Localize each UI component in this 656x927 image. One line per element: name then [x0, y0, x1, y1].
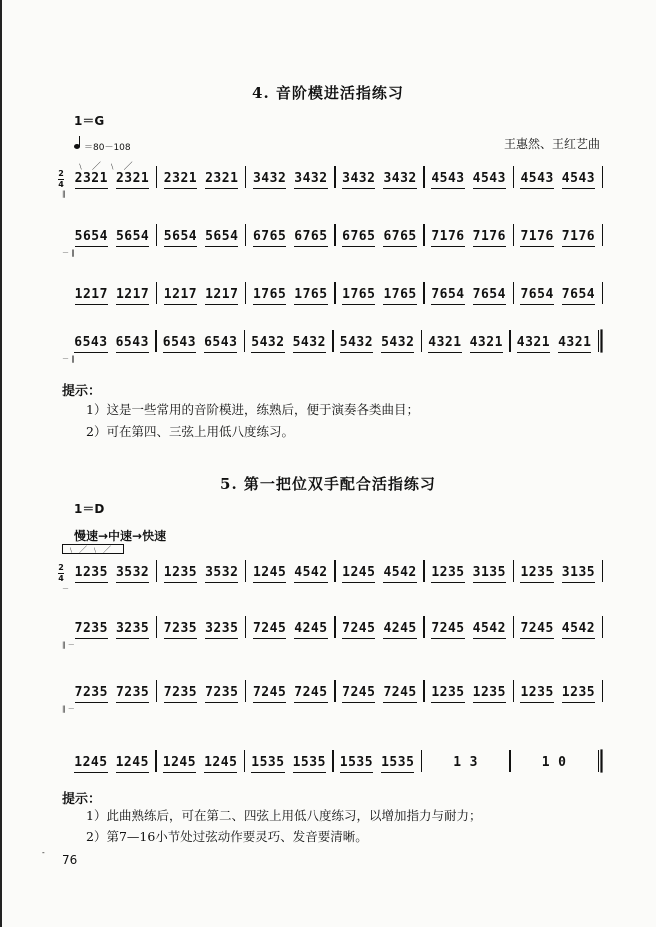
note-group: 6543: [163, 336, 196, 353]
page-edge: [0, 0, 2, 927]
note-group: 7176: [473, 230, 506, 247]
measure: [334, 326, 421, 370]
measure: [246, 220, 334, 264]
note-group: 3235: [116, 622, 149, 639]
measure: [422, 326, 509, 370]
measure: [511, 746, 598, 790]
measure: [157, 278, 245, 322]
section4-tip-1: 1）这是一些常用的音阶模进，练熟后，便于演奏各类曲目；: [86, 402, 419, 417]
measure-group: [68, 326, 603, 370]
note-group: 1535: [340, 756, 373, 773]
note-group: 1765: [383, 288, 416, 305]
note-group: 1217: [205, 288, 238, 305]
time-signature-bottom: 4: [58, 180, 64, 189]
note-group: 3432: [253, 172, 286, 189]
measure: [514, 162, 602, 206]
section5-key: 1＝D: [74, 502, 105, 516]
note-group: 4321: [558, 336, 591, 353]
measure: [514, 676, 602, 720]
note-group: 1765: [294, 288, 327, 305]
time-signature-top: 2: [58, 563, 64, 572]
note-group: 5432: [293, 336, 326, 353]
note-group: 0: [558, 755, 567, 770]
note-group: 6543: [116, 336, 149, 353]
measure: [425, 162, 513, 206]
note-group: 6543: [204, 336, 237, 353]
measure: [245, 746, 332, 790]
measure: [336, 612, 424, 656]
measure: [336, 220, 424, 264]
note-group: 1217: [116, 288, 149, 305]
bar-line: [602, 680, 603, 702]
note-group: 4543: [520, 172, 553, 189]
measure: [157, 162, 245, 206]
measure: [514, 220, 602, 264]
measure: [68, 612, 156, 656]
note-group: 5654: [164, 230, 197, 247]
measure: [246, 676, 334, 720]
note-group: 4245: [383, 622, 416, 639]
note-group: 4543: [431, 172, 464, 189]
note-group: 1245: [342, 566, 375, 583]
section5-bowing-box: ﹨／﹨／: [62, 544, 124, 554]
staff-row: [58, 162, 603, 206]
measure: [336, 162, 424, 206]
section5-tip-2: 2）第7—16小节处过弦动作要灵巧、发音要清晰。: [86, 829, 368, 844]
note-group: 3532: [205, 566, 238, 583]
bar-line: [602, 560, 603, 582]
string-marks: ‖ －: [62, 641, 75, 649]
section5-title: 5. 第一把位双手配合活指练习: [220, 475, 436, 493]
note-group: 4542: [473, 622, 506, 639]
note-group: 7235: [116, 686, 149, 703]
time-signature-top: 2: [58, 169, 64, 178]
measure: [68, 326, 155, 370]
staff-row: [58, 278, 603, 322]
note-group: 4543: [473, 172, 506, 189]
note-group: 7245: [520, 622, 553, 639]
section4-tempo: [74, 140, 131, 153]
note-group: 1235: [562, 686, 595, 703]
note-group: 4321: [517, 336, 550, 353]
measure: [425, 556, 513, 600]
measure: [68, 556, 156, 600]
note-group: 6543: [74, 336, 107, 353]
note-group: 7245: [431, 622, 464, 639]
note-group: 1235: [431, 566, 464, 583]
note-group: 7654: [431, 288, 464, 305]
note-group: 3235: [205, 622, 238, 639]
note-group: 4542: [383, 566, 416, 583]
note-group: 1235: [520, 686, 553, 703]
section5-tip-1: 1）此曲熟练后，可在第二、四弦上用低八度练习，以增加指力与耐力；: [86, 808, 482, 823]
note-group: 6765: [294, 230, 327, 247]
section4-key: 1＝G: [74, 114, 105, 128]
section4-tempo-value: ＝80－108: [84, 143, 131, 153]
note-group: 7245: [342, 686, 375, 703]
measure: [157, 326, 244, 370]
measure: [68, 676, 156, 720]
note-group: 3: [469, 755, 478, 770]
staff-row: [58, 676, 603, 720]
bar-line: [598, 750, 599, 772]
note-group: 1245: [116, 756, 149, 773]
measure: [157, 556, 245, 600]
note-group: 7235: [75, 686, 108, 703]
string-marks: －: [62, 585, 69, 593]
note-group: 7235: [205, 686, 238, 703]
note-group: 1245: [253, 566, 286, 583]
note-group: 7235: [75, 622, 108, 639]
time-signature: [58, 564, 64, 583]
measure: [425, 612, 513, 656]
measure: [157, 220, 245, 264]
measure: [514, 612, 602, 656]
note-group: 7245: [253, 686, 286, 703]
note-group: 7176: [562, 230, 595, 247]
string-marks: － ‖: [62, 355, 75, 363]
note-group: 3432: [342, 172, 375, 189]
note-group: 7245: [342, 622, 375, 639]
note-group: 6765: [383, 230, 416, 247]
note-group: 6765: [253, 230, 286, 247]
measure: [246, 612, 334, 656]
section5-speed: 慢速→中速→快速: [74, 529, 167, 543]
string-marks: － ‖: [62, 249, 75, 257]
note-group: 7245: [383, 686, 416, 703]
section5-tips-heading: 提示：: [62, 792, 102, 807]
measure: [246, 162, 334, 206]
section4-composer: 王惠然、王红艺曲: [503, 137, 600, 151]
measure: [68, 220, 156, 264]
note-group: 2321: [116, 172, 149, 189]
time-signature: [58, 170, 64, 189]
note-group: 1535: [293, 756, 326, 773]
measure: [336, 556, 424, 600]
staff-row: [58, 612, 603, 656]
note-group: 3135: [473, 566, 506, 583]
note-group: 2321: [75, 172, 108, 189]
staff-row: [58, 556, 603, 600]
measure: [425, 220, 513, 264]
staff-row: [58, 746, 603, 790]
note-group: 7176: [520, 230, 553, 247]
note-group: 3135: [562, 566, 595, 583]
measure: [425, 278, 513, 322]
bar-line: [602, 616, 603, 638]
note-group: 5654: [205, 230, 238, 247]
note-group: 4245: [294, 622, 327, 639]
note-group: 1535: [251, 756, 284, 773]
note-group: 3432: [383, 172, 416, 189]
bar-line: [602, 166, 603, 188]
note-group: 4542: [562, 622, 595, 639]
measure: [68, 162, 156, 206]
note-group: 7245: [294, 686, 327, 703]
measure: [245, 326, 332, 370]
quarter-note-icon: [74, 144, 80, 149]
measure-group: [68, 162, 603, 206]
measure: [246, 278, 334, 322]
measure-group: [68, 278, 603, 322]
note-group: 3532: [116, 566, 149, 583]
measure: [334, 746, 421, 790]
bar-line: [602, 282, 603, 304]
note-group: 1235: [164, 566, 197, 583]
measure: [68, 746, 155, 790]
note-group: 7654: [520, 288, 553, 305]
measure: [157, 612, 245, 656]
note-group: 7235: [164, 686, 197, 703]
note-group: 1235: [473, 686, 506, 703]
measure: [336, 676, 424, 720]
time-signature-bottom: 4: [58, 574, 64, 583]
staff-row: [58, 220, 603, 264]
note-group: 1: [453, 755, 462, 770]
note-group: 7654: [473, 288, 506, 305]
measure: [157, 746, 244, 790]
note-group: 1: [541, 755, 551, 770]
note-group: 5654: [116, 230, 149, 247]
measure: [514, 556, 602, 600]
measure: [422, 746, 509, 790]
note-group: 1245: [163, 756, 196, 773]
note-group: 4321: [470, 336, 503, 353]
note-group: 4542: [294, 566, 327, 583]
note-group: 2321: [164, 172, 197, 189]
note-group: 7654: [562, 288, 595, 305]
note-group: 5432: [251, 336, 284, 353]
margin-mark: -: [42, 848, 45, 857]
note-group: 1235: [431, 686, 464, 703]
section4-bowing-marks: ﹨ ／ ﹨ ／: [76, 162, 135, 172]
note-group: 1765: [342, 288, 375, 305]
note-group: 1235: [75, 566, 108, 583]
note-group: 1217: [75, 288, 108, 305]
measure: [336, 278, 424, 322]
note-group: 1245: [204, 756, 237, 773]
section4-tips-heading: 提示：: [62, 384, 102, 399]
note-group: 1535: [381, 756, 414, 773]
bar-line: [598, 330, 599, 352]
page-number: 76: [62, 853, 78, 867]
section4-tip-2: 2）可在第四、三弦上用低八度练习。: [86, 424, 294, 439]
string-marks: ‖: [62, 190, 66, 198]
string-marks: ‖ －: [62, 705, 75, 713]
note-group: 5432: [381, 336, 414, 353]
measure: [511, 326, 598, 370]
measure: [157, 676, 245, 720]
note-group: 1765: [253, 288, 286, 305]
note-group: 1235: [520, 566, 553, 583]
section4-title: 4. 音阶模进活指练习: [252, 84, 404, 102]
measure-group: [68, 746, 603, 790]
note-group: 1245: [74, 756, 107, 773]
measure: [514, 278, 602, 322]
note-group: 1217: [164, 288, 197, 305]
note-group: 3432: [294, 172, 327, 189]
staff-row: [58, 326, 603, 370]
measure-group: [68, 612, 603, 656]
bar-line: [602, 224, 603, 246]
note-group: 4321: [428, 336, 461, 353]
note-group: 7176: [431, 230, 464, 247]
note-group: 2321: [205, 172, 238, 189]
note-group: 5432: [340, 336, 373, 353]
note-group: 6765: [342, 230, 375, 247]
measure-group: [68, 220, 603, 264]
measure: [68, 278, 156, 322]
measure-group: [68, 556, 603, 600]
measure-group: [68, 676, 603, 720]
note-group: 4543: [562, 172, 595, 189]
measure: [425, 676, 513, 720]
note-group: 5654: [75, 230, 108, 247]
measure: [246, 556, 334, 600]
note-group: 7245: [253, 622, 286, 639]
note-group: 7235: [164, 622, 197, 639]
